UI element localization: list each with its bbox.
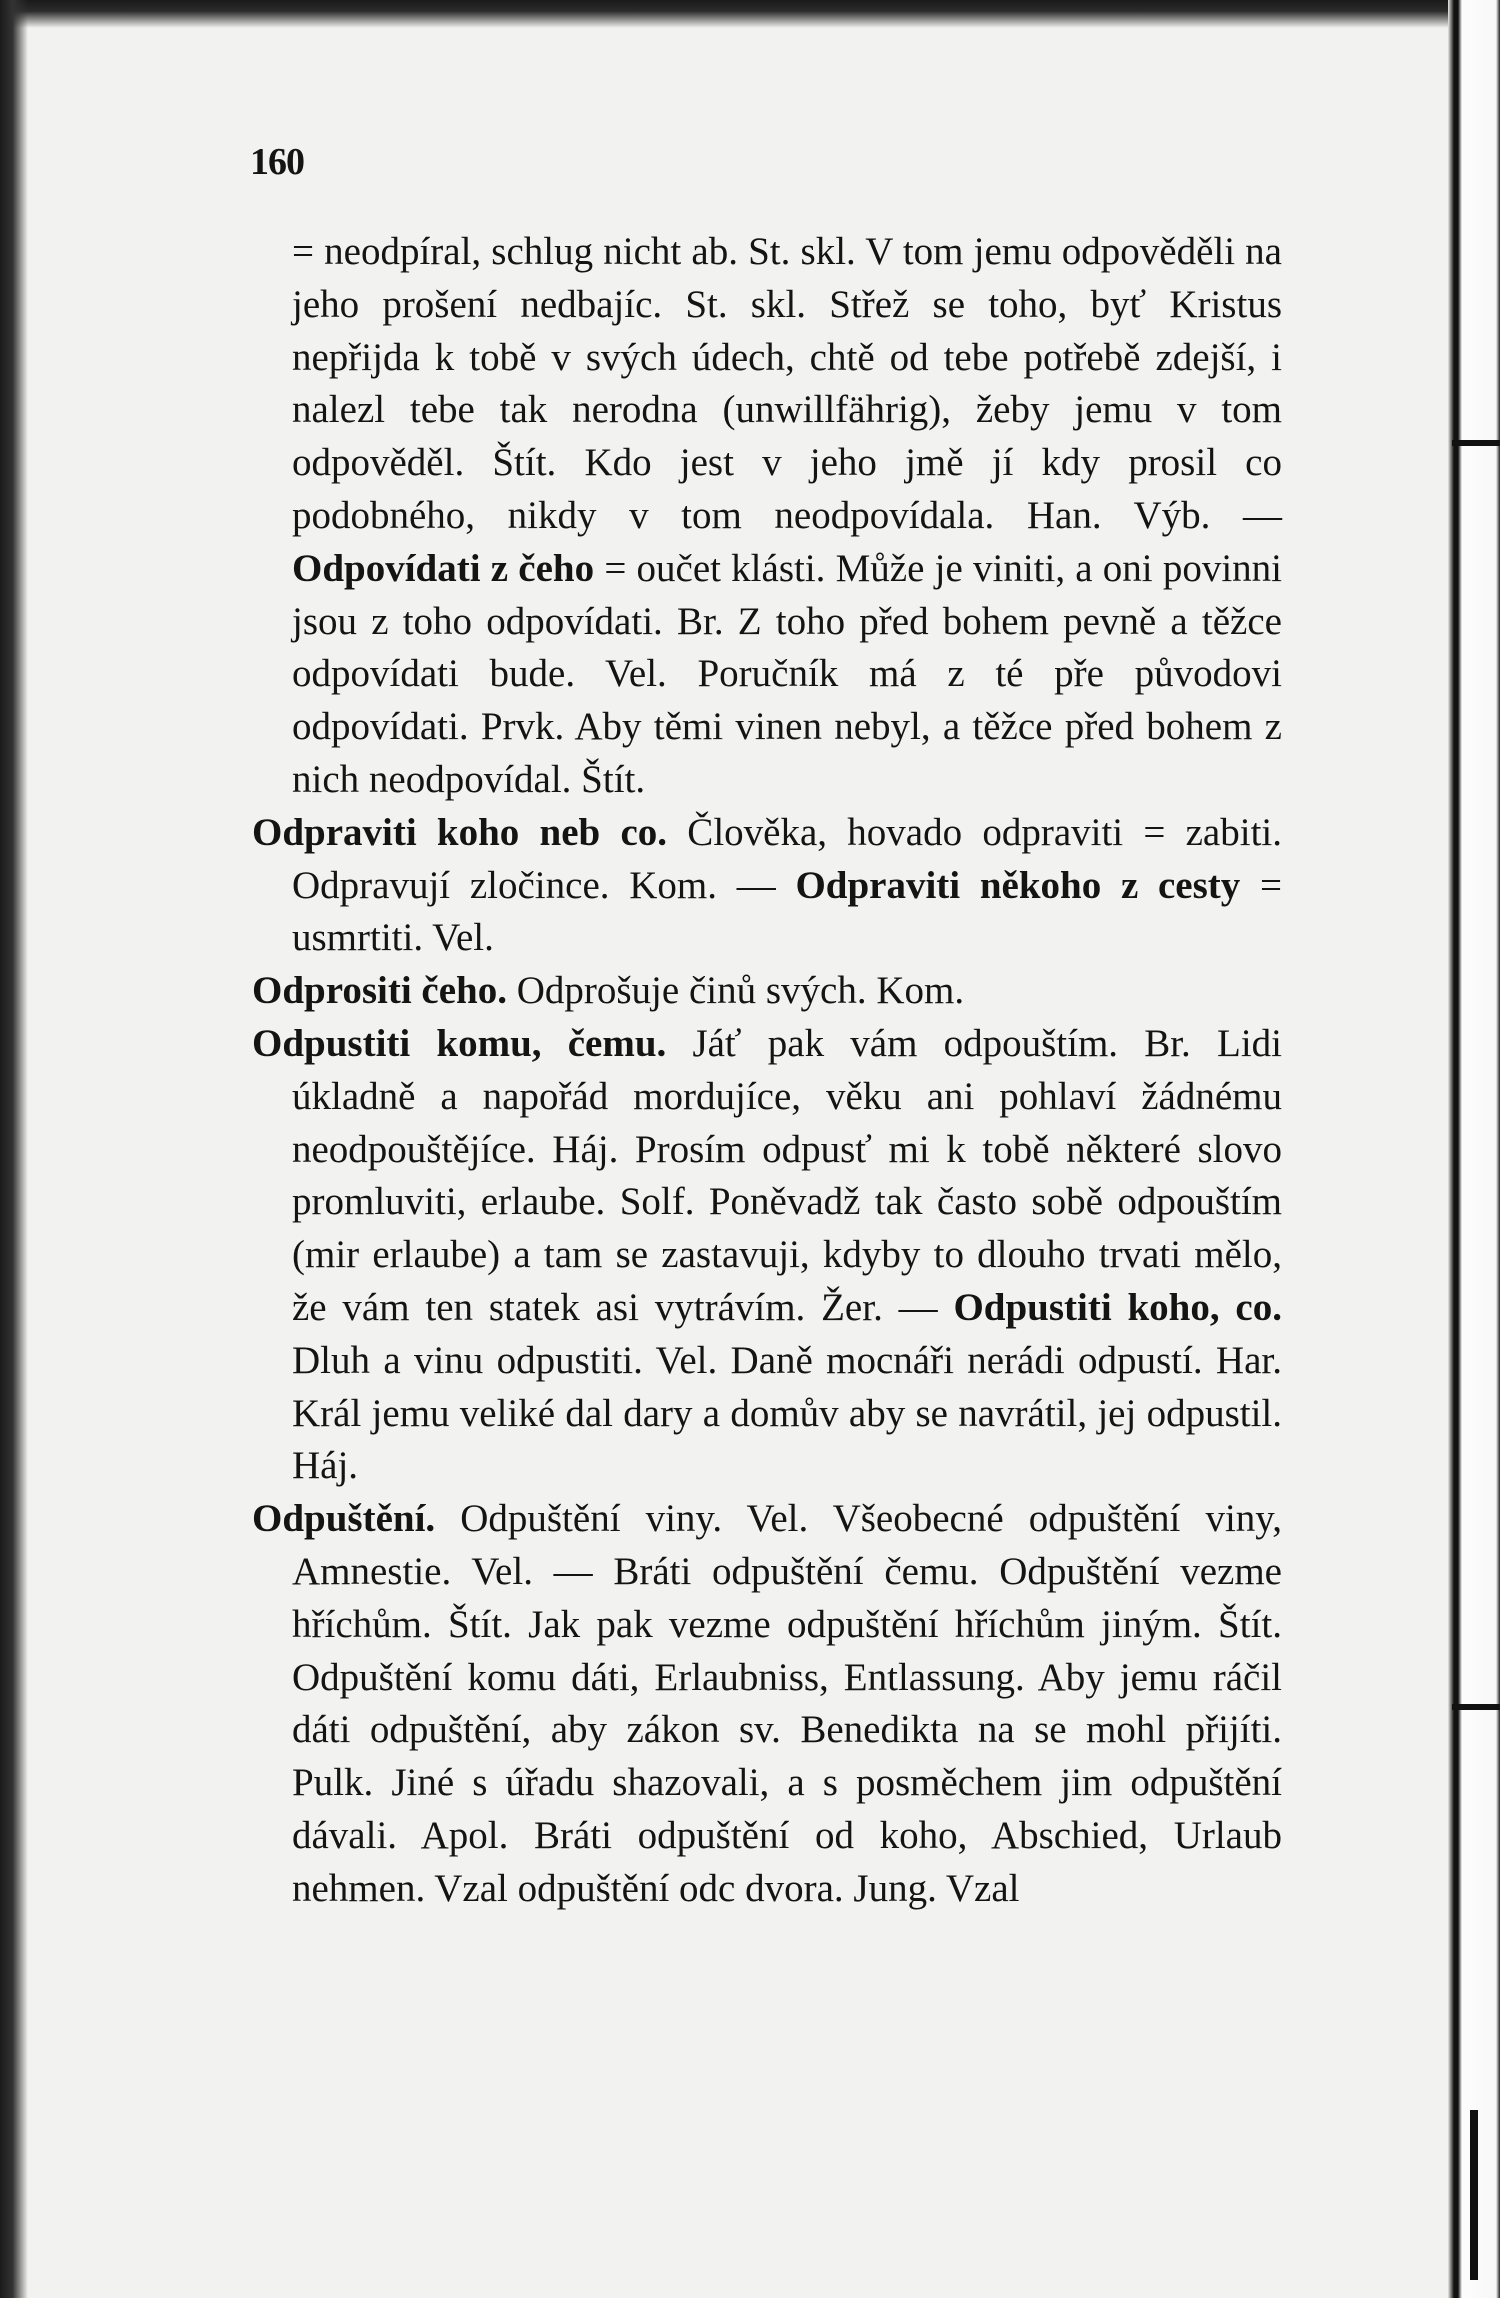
entry-text: Odpuštění viny. Vel. Všeobecné odpuštění viny, Amnestie. Vel. — Bráti odpuštění čemu. Odpuštění vezme hříchům. Štít. Jak pak vezme odpuštění hříchům jiným. Štít. Odpuštění komu dáti, Erlaubniss, Entlassung. Aby jemu ráčil dáti odpuštění, aby zákon sv. Benedikta na se mohl přijíti. Pulk. Jiné s úřadu shazovali, a s posměchem jim odpuštění dávali. Apol. Bráti odpuštění od koho, Abschied, Urlaub nehmen. Vzal odpuštění odc dvora. Jung. Vzal — [292, 1497, 1282, 1910]
dictionary-entry — [252, 965, 1282, 1018]
headword: Odpovídati z čeho — [292, 546, 595, 590]
edge-mark-middle — [1452, 1704, 1500, 1710]
edge-mark-lower — [1470, 2110, 1478, 2280]
entry-text: Dluh a vinu odpustiti. Vel. Daně mocnáři nerádi odpustí. Har. Král jemu veliké dal dary a domův aby se navrátil, jej odpustil. Háj. — [292, 1338, 1282, 1488]
headword: Odprositi čeho. — [252, 969, 507, 1013]
dictionary-text — [252, 226, 1282, 1916]
scan-right-page-edge — [1448, 0, 1500, 2298]
scan-left-shadow — [0, 0, 28, 2298]
edge-mark-upper — [1452, 440, 1500, 446]
entry-text: Odprošuje činů svých. Kom. — [506, 969, 965, 1013]
entry-continuation — [292, 226, 1282, 807]
scan-top-shadow — [0, 0, 1500, 28]
headword: Odpuštění. — [252, 1497, 436, 1541]
entry-text: = neodpíral, schlug nicht ab. St. skl. V tom jemu odpověděli na jeho prošení nedbajíc. St. skl. Střež se toho, byť Kristus nepřijda k tobě v svých údech, chtě od tebe potřebě zdejší, i nalezl tebe tak nerodna (unwillfährig), žeby jemu v tom odpověděl. Štít. Kdo jest v jeho jmě jí kdy prosil co podobného, nikdy v tom neodpovídala. Han. Výb. — — [292, 230, 1282, 537]
entry-text: Člověka, hovado odpraviti = zabiti. Odpravují zločince. Kom. — — [292, 810, 1282, 907]
headword: Odpraviti někoho z cesty — [795, 863, 1241, 907]
entry-text: = oučet klásti. Může je viniti, a oni povinni jsou z toho odpovídati. Br. Z toho před bohem pevně a těžce odpovídati bude. Vel. Poručník má z té pře původovi odpovídati. Prvk. Aby těmi vinen nebyl, a těžce před bohem z nich neodpovídal. Štít. — [292, 546, 1283, 801]
headword: Odpustiti komu, čemu. — [252, 1021, 667, 1065]
entry-text: = usmrtiti. Vel. — [292, 863, 1282, 960]
dictionary-entry — [252, 1018, 1282, 1493]
page-number: 160 — [250, 141, 304, 183]
headword: Odpustiti koho, co. — [953, 1285, 1282, 1329]
entry-text: Jáť pak vám odpouštím. Br. Lidi úkladně a napořád mordujíce, věku ani pohlaví žádnému neodpouštějíce. Háj. Prosím odpusť mi k tobě některé slovo promluviti, erlaube. Solf. Poněvadž tak často sobě odpouštím (mir erlaube) a tam se zastavuji, kdyby to dlouho trvati mělo, že vám ten statek asi vytrávím. Žer. — — [292, 1021, 1282, 1329]
headword: Odpraviti koho neb co. — [252, 810, 668, 854]
dictionary-entry — [252, 807, 1282, 965]
dictionary-entry — [252, 1493, 1282, 1915]
